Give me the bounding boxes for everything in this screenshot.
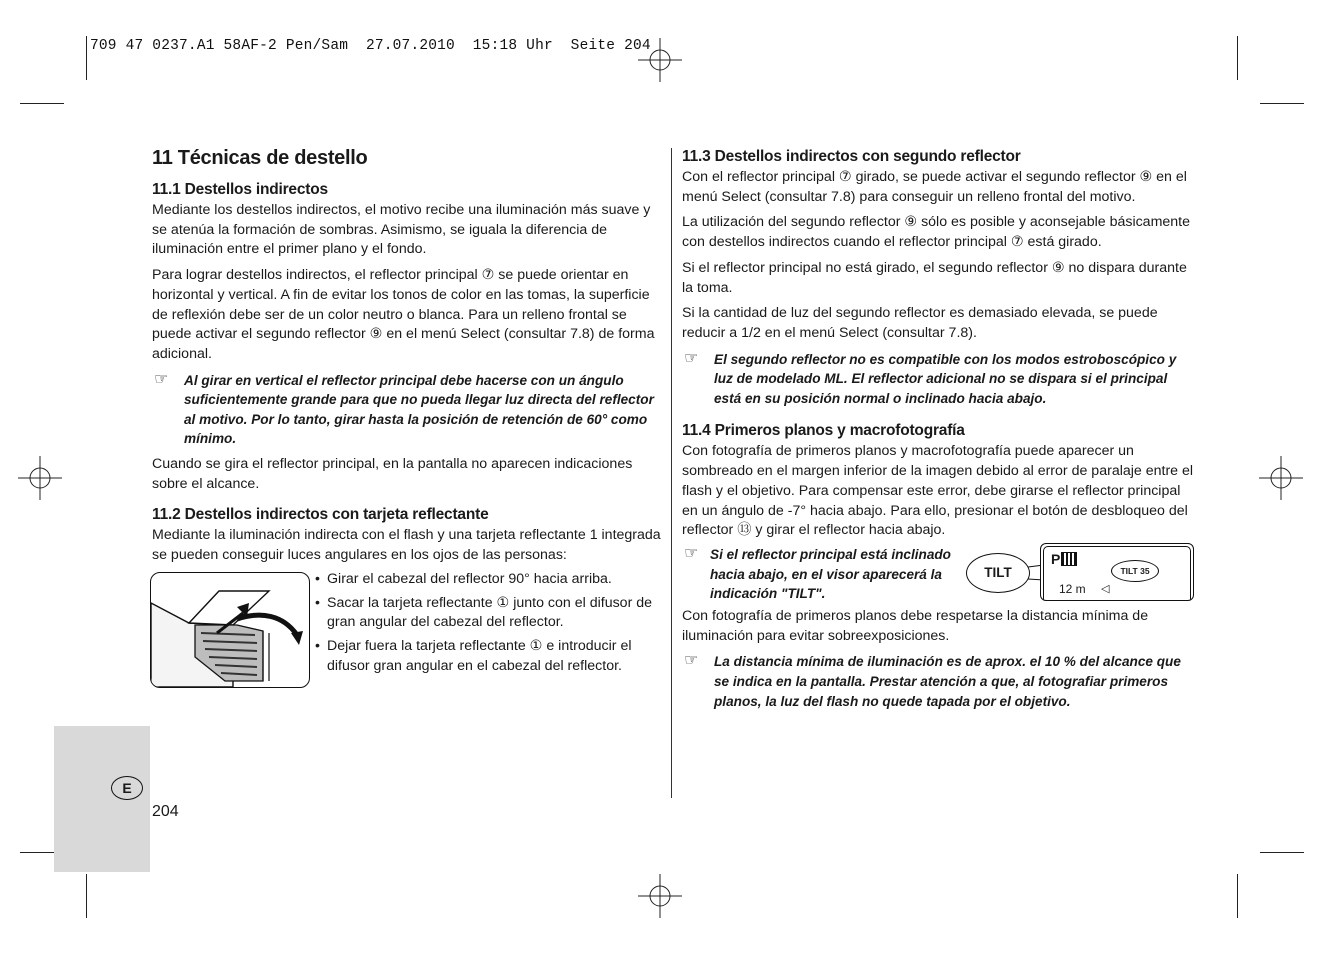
page-number: 204 xyxy=(152,803,179,820)
crop-mark xyxy=(1237,36,1238,80)
speaker-icon: ◁ xyxy=(1101,582,1110,595)
tilt-small-label: TILT 35 xyxy=(1111,560,1159,582)
paragraph: Con fotografía de primeros planos debe respetarse la distancia mínima de iluminación para evitar sobreexposiciones. xyxy=(682,607,1149,644)
paragraph: Mediante los destellos indirectos, el motivo recibe una iluminación más suave y se atenúa la formación de sombras. Asimismo, se iguala la diferencia de iluminación entre el primer plano y el fondo. xyxy=(152,202,651,258)
crop-mark xyxy=(86,874,87,918)
paragraph: Mediante la iluminación indirecta con el flash y una tarjeta reflectante 1 integrada se pueden conseguir luces angulares en los ojos de las personas: xyxy=(152,527,661,564)
paragraph: Para lograr destellos indirectos, el reflector principal ⑦ se puede orientar en horizontal y vertical. A fin de evitar los tonos de color en las tomas, la superficie de reflexión debe ser de un color neutro o blanca. Para un relleno frontal se puede activar el segundo reflector ⑨ en el menú Select (consultar 7.8) de forma adicional. xyxy=(152,267,655,362)
pointing-hand-icon: ☞ xyxy=(684,349,699,367)
registration-mark xyxy=(18,456,62,500)
crop-mark xyxy=(20,103,64,104)
registration-mark xyxy=(638,38,682,82)
paragraph: Con el reflector principal ⑦ girado, se puede activar el segundo reflector ⑨ en el menú Select (consultar 7.8) para conseguir un relleno frontal del motivo. xyxy=(682,169,1187,205)
tilt-indicator: TILT xyxy=(966,553,1030,593)
registration-mark xyxy=(1259,456,1303,500)
tilt-note-block xyxy=(682,545,1194,607)
left-column xyxy=(152,145,664,690)
instruction-list xyxy=(314,570,664,681)
note-text: Si el reflector principal está inclinado hacia abajo, en el visor aparecerá la indicación "TILT". xyxy=(710,546,951,602)
mode-label: P xyxy=(1051,550,1061,567)
pointing-hand-icon: ☞ xyxy=(684,544,699,562)
pointing-hand-icon: ☞ xyxy=(154,370,169,388)
section-title: 11.1 Destellos indirectos xyxy=(152,181,328,198)
pointing-hand-icon: ☞ xyxy=(684,652,699,670)
registration-mark xyxy=(638,874,682,918)
right-column xyxy=(682,146,1194,717)
crop-mark xyxy=(1260,852,1304,853)
language-tab xyxy=(54,726,150,872)
note-text: El segundo reflector no es compatible con los modos estroboscópico y luz de modelado ML. El reflector adicional no se dispara si el principal está en su posición normal o inclinado hacia abajo. xyxy=(714,351,1177,406)
note-text: Al girar en vertical el reflector principal debe hacerse con un ángulo suficientemente grande para que no pueda llegar luz directa del reflector al motivo. Por lo tanto, girar hasta la posición de retención de 60° como mínimo. xyxy=(184,372,654,447)
section-title: 11.4 Primeros planos y macrofotografía xyxy=(682,422,965,440)
paragraph: Con fotografía de primeros planos y macrofotografía puede aparecer un sombreado en el margen inferior de la imagen debido al error de paralaje entre el flash y el objetivo. Para compensar este error, debe girarse el reflector principal en un ángulo de -7° hacia abajo. Para ello, presionar el botón de desbloqueo del reflector ⑬ y girar el reflector hacia abajo. xyxy=(682,443,1194,539)
note xyxy=(682,545,960,604)
crop-mark xyxy=(1260,103,1304,104)
language-badge: E xyxy=(111,776,143,800)
list-item: • Sacar la tarjeta reflectante ① junto con el difusor de gran angular del cabezal del reflector. xyxy=(314,594,664,633)
column-divider xyxy=(671,148,672,798)
note xyxy=(152,371,664,449)
list-item: • Dejar fuera la tarjeta reflectante ① e introducir el difusor gran angular en el cabezal del reflector. xyxy=(314,637,664,676)
flash-illustration xyxy=(150,572,310,688)
paragraph: Cuando se gira el reflector principal, en la pantalla no aparecen indicaciones sobre el alcance. xyxy=(152,456,633,492)
note xyxy=(682,652,1194,711)
reflector-card-block xyxy=(152,570,664,690)
note-text: La distancia mínima de iluminación es de aprox. el 10 % del alcance que se indica en la pantalla. Prestar atención a que, al fotografiar primeros planos, la luz del flash no quede tapada por el objetivo. xyxy=(714,654,1181,709)
section-title: 11.2 Destellos indirectos con tarjeta reflectante xyxy=(152,506,489,524)
paragraph: Si el reflector principal no está girado, el segundo reflector ⑨ no dispara durante la toma. xyxy=(682,259,1187,296)
note xyxy=(682,350,1194,409)
distance-readout: 12 m xyxy=(1059,581,1086,596)
paragraph: La utilización del segundo reflector ⑨ sólo es posible y aconsejable básicamente con destellos indirectos cuando el reflector principal ⑦ está girado. xyxy=(682,214,1191,251)
crop-mark xyxy=(86,36,87,80)
crop-mark xyxy=(1237,874,1238,918)
ttl-icon xyxy=(1061,552,1077,566)
flash-display xyxy=(1040,543,1194,601)
list-item: • Girar el cabezal del reflector 90° hacia arriba. xyxy=(314,570,664,590)
chapter-title: 11 Técnicas de destello xyxy=(152,147,368,169)
print-header: 709 47 0237.A1 58AF-2 Pen/Sam 27.07.2010 15:18 Uhr Seite 204 xyxy=(90,38,651,54)
section-title: 11.3 Destellos indirectos con segundo reflector xyxy=(682,148,1021,165)
paragraph: Si la cantidad de luz del segundo reflector es demasiado elevada, se puede reducir a 1/2 en el menú Select (consultar 7.8). xyxy=(682,305,1158,341)
